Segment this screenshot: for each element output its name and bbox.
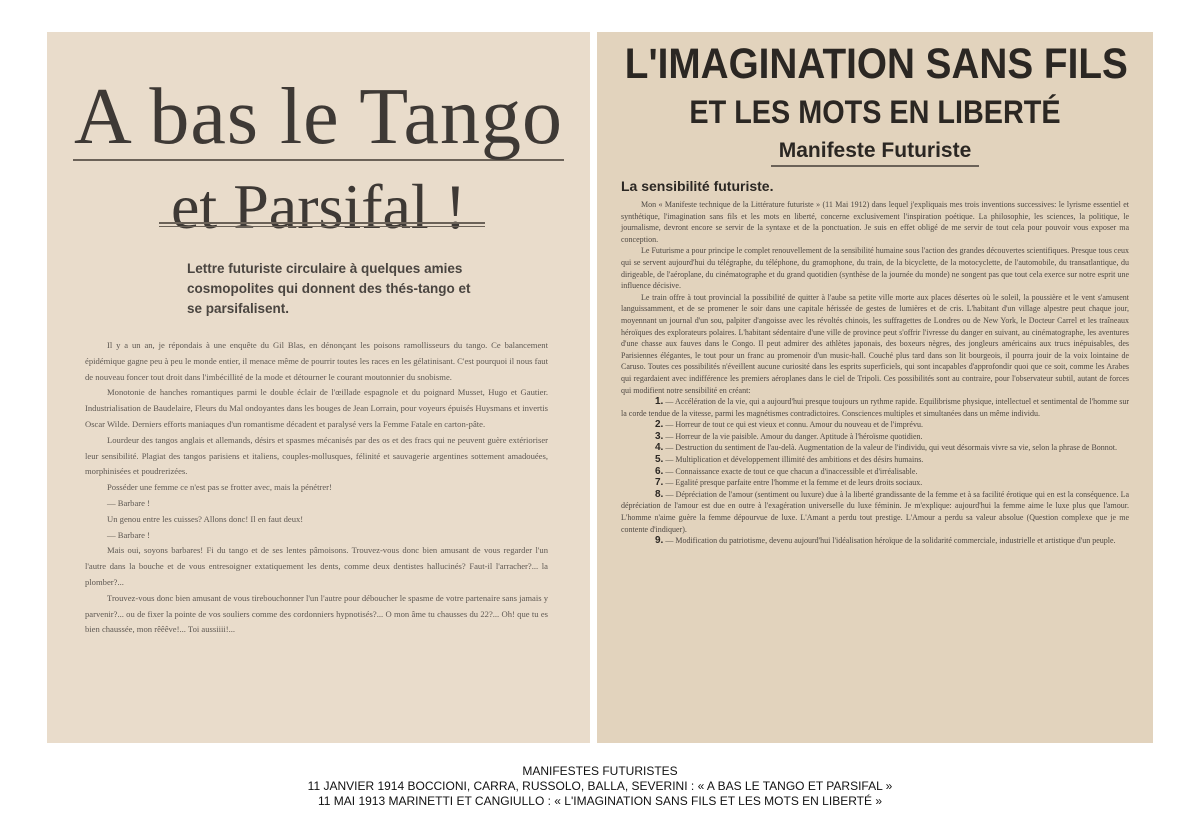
item-number: 3. bbox=[655, 430, 664, 442]
title-line-1: L'IMAGINATION SANS FILS bbox=[624, 40, 1128, 88]
item-text: — Dépréciation de l'amour (sentiment ou luxure) due à la liberté grandissante de la femme et à sa facilité érotique qui en est la conséquence. La dépréciation de l'amour est due en outre à l'exagération universelle du luxe féminin. Je m'explique: aujourd'hui la femme aime le luxe plus que l'amour. L'homme n'aime guère la femme dépourvue de luxe. L'Amant a perdu tout prestige. L'Amour a perdu sa valeur absolue (Question complexe que je me contente d'indiquer). bbox=[621, 489, 1129, 534]
paragraph: Trouvez-vous donc bien amusant de vous tirebouchonner l'un l'autre pour déboucher le spasme de votre partenaire sans jamais y parvenir?... ou de fixer la pointe de vos souliers comme des cordonniers hypnotisés?... O mon âme tu chausses du 22?... Oh! que tu es bien chaussée, mon rêêêve!... Toi aussiiii!... bbox=[85, 592, 548, 635]
list-item bbox=[621, 466, 1129, 478]
paragraph: Un genou entre les cuisses? Allons donc! Il en faut deux! bbox=[107, 513, 304, 524]
title-rule bbox=[771, 165, 979, 167]
item-number: 5. bbox=[655, 454, 664, 466]
item-number: 1. bbox=[655, 396, 664, 408]
item-number: 4. bbox=[655, 442, 664, 454]
left-manifesto-page bbox=[47, 32, 590, 743]
section-heading: La sensibilité futuriste. bbox=[621, 178, 774, 194]
list-item bbox=[621, 477, 1129, 489]
caption-line-3: 11 MAI 1913 MARINETTI ET CANGIULLO : « L'IMAGINATION SANS FILS ET LES MOTS EN LIBERTÉ » bbox=[317, 794, 882, 808]
subtitle: Lettre futuriste circulaire à quelques amies cosmopolites qui donnent des thés-tango et se parsifalisent. bbox=[187, 261, 471, 316]
item-text: — Connaissance exacte de tout ce que chacun a d'inaccessible et d'irréalisable. bbox=[665, 466, 918, 476]
paragraph: — Barbare ! bbox=[107, 497, 150, 508]
item-number: 9. bbox=[655, 535, 664, 547]
title-line-3: Manifeste Futuriste bbox=[778, 139, 972, 162]
item-number: 7. bbox=[655, 477, 664, 489]
item-number: 2. bbox=[655, 419, 664, 431]
paragraph: Mon « Manifeste technique de la Littérature futuriste » (11 Mai 1912) dans lequel j'expliquais mes trois inventions successives: le lyrisme essentiel et synthétique, l'imagination sans fils et les mots en liberté, concerne exclusivement l'inspiration poétique. La philosophie, les sciences, la politique, le journalisme, devront encore se servir de la syntaxe et de la ponctuation. Je suis en effet obligé de me servir de tout cela pour pouvoir vous exposer ma conception. bbox=[621, 200, 1129, 244]
title-line-2: ET LES MOTS EN LIBERTÉ bbox=[689, 94, 1061, 130]
caption-line-1: MANIFESTES FUTURISTES bbox=[522, 764, 678, 778]
paragraph: Mais oui, soyons barbares! Fi du tango et de ses lentes pâmoisons. Trouvez-vous donc bien amusant de vous regarder l'un l'autre dans la bouche et de vous entresoigner extatiquement les dents, comme deux dentistes hallucinés? Faut-il l'arracher?... la plomber?... bbox=[85, 545, 548, 587]
list-item bbox=[621, 431, 1129, 443]
item-text: — Modification du patriotisme, devenu aujourd'hui l'idéalisation héroïque de la solidarité commerciale, industrielle et artistique d'un peuple. bbox=[665, 536, 1116, 546]
caption-line-2: 11 JANVIER 1914 BOCCIONI, CARRA, RUSSOLO, BALLA, SEVERINI : « A BAS LE TANGO ET PARSIFAL » bbox=[307, 779, 893, 793]
list-item bbox=[621, 535, 1129, 547]
paragraph: Monotonie de hanches romantiques parmi le double éclair de l'œillade espagnole et du poignard Musset, Hugo et Gautier. Industrialisation de Baudelaire, Fleurs du Mal ondoyantes dans les bouges de Jean Lorrain, pour voyeurs épuisés Huysmans et invertis Oscar Wilde. Derniers efforts maniaques d'un romantisme décadent et paralysé vers la Femme Fatale en carton-pâte. bbox=[85, 387, 548, 429]
title-rule-bottom-thin bbox=[159, 226, 485, 227]
item-text: — Accélération de la vie, qui a aujourd'hui presque toujours un rythme rapide. Equilibrisme physique, intellectuel et sentimental de l'homme sur la corde tendue de la vitesse, parmi les magnétismes contradictoires. Consciences multiples et simultanées dans un même individu. bbox=[621, 397, 1130, 418]
right-body-text bbox=[621, 199, 1129, 547]
paragraph: — Barbare ! bbox=[107, 529, 150, 540]
paragraph: Le Futurisme a pour principe le complet renouvellement de la sensibilité humaine sous l'action des grandes découvertes scientifiques. Presque tous ceux qui se servent aujourd'hui du télégraphe, du téléphone, du gramophone, du train, de la bicyclette, de la motocyclette, de l'automobile, du transatlantique, du dirigeable, de l'aéroplane, du cinématographe et du grand quotidien (synthèse de la journée du monde) ne songent pas que tout cela exerce sur notre esprit une influence décisive. bbox=[621, 246, 1129, 291]
list-item bbox=[621, 396, 1129, 419]
list-item bbox=[621, 419, 1129, 431]
item-text: — Destruction du sentiment de l'au-delà. Augmentation de la valeur de l'individu, qui veut désormais vivre sa vie, selon la phrase de Bonnot. bbox=[665, 443, 1118, 453]
title-line-2: et Parsifal ! bbox=[171, 171, 466, 242]
item-text: — Horreur de tout ce qui est vieux et connu. Amour du nouveau et de l'imprévu. bbox=[665, 420, 923, 430]
paragraph: Posséder une femme ce n'est pas se frotter avec, mais la pénétrer! bbox=[107, 482, 332, 493]
list-item bbox=[621, 489, 1129, 535]
item-number: 8. bbox=[655, 488, 664, 500]
item-number: 6. bbox=[655, 465, 664, 477]
paragraph: Il y a un an, je répondais à une enquête du Gil Blas, en dénonçant les poisons ramollisseurs du tango. Ce balancement épidémique gagne peu à peu le monde entier, il menace même de pourrir toutes les races en les gélatinisant. C'est pourquoi il nous faut de nouveau foncer tout droit dans l'imbécillité de la mode et détourner le courant moutonnier du snobisme. bbox=[85, 340, 548, 382]
item-text: — Multiplication et développement illimité des ambitions et des désirs humains. bbox=[665, 455, 924, 465]
paragraph: Lourdeur des tangos anglais et allemands, désirs et spasmes mécanisés par des os et des fracs qui ne peuvent guère extérioriser leur sensibilité. Plagiat des tangos parisiens et italiens, couples-mollusques, félinité et sauvagerie argentines sottement amadouées, morphinisées et poudrerizées. bbox=[85, 434, 548, 477]
title-line-1: A bas le Tango bbox=[73, 73, 564, 161]
caption bbox=[0, 764, 1200, 809]
paragraph: Le train offre à tout provincial la possibilité de quitter à l'aube sa petite ville morte aux places désertes où le soleil, la poussière et le vent s'amusent languissamment, et de se promener le soir dans une capitale hérissée de gestes de lumières et de cris. L'habitant d'un village alpestre peut chaque jour, moyennant un journal d'un sou, palpiter d'angoisse avec les révoltés chinois, les suffragettes de Londres ou de New York, le Docteur Carrel et les traîneaux héroïques des explorateurs polaires. L'habitant sédentaire d'une ville de province peut s'offrir l'ivresse du danger en suivant, au cinématographe, les aventures d'une chasse aux fauves dans le Congo. Il peut admirer des athlètes japonais, des boxeurs nègres, des jongleurs américains aux trucs inépuisables, des Parisiennes élégantes, le tout pour un franc au promenoir d'un music-hall. Couché plus tard dans son lit bourgeois, il pourra jouir de la voix lointaine de Caruso. Toutes ces possibilités n'éveillent aucune curiosité dans les esprits superficiels, qui sont incapables d'approfondir quoi que ce soit, comme les Arabes qui regardaient avec indifférence les premiers aéroplanes dans le ciel de Tripoli. Ces possibilités sont au contraire, pour l'observateur subtil, autant de forces qui modifient notre sensibilité en créant: bbox=[621, 292, 1129, 395]
left-body-text bbox=[85, 338, 548, 638]
right-manifesto-page bbox=[597, 32, 1153, 743]
item-text: — Horreur de la vie paisible. Amour du danger. Aptitude à l'héroïsme quotidien. bbox=[665, 431, 923, 441]
list-item bbox=[621, 454, 1129, 466]
item-text: — Egalité presque parfaite entre l'homme et la femme et de leurs droits sociaux. bbox=[665, 478, 923, 488]
list-item bbox=[621, 442, 1129, 454]
title-rule-bottom bbox=[159, 222, 485, 224]
